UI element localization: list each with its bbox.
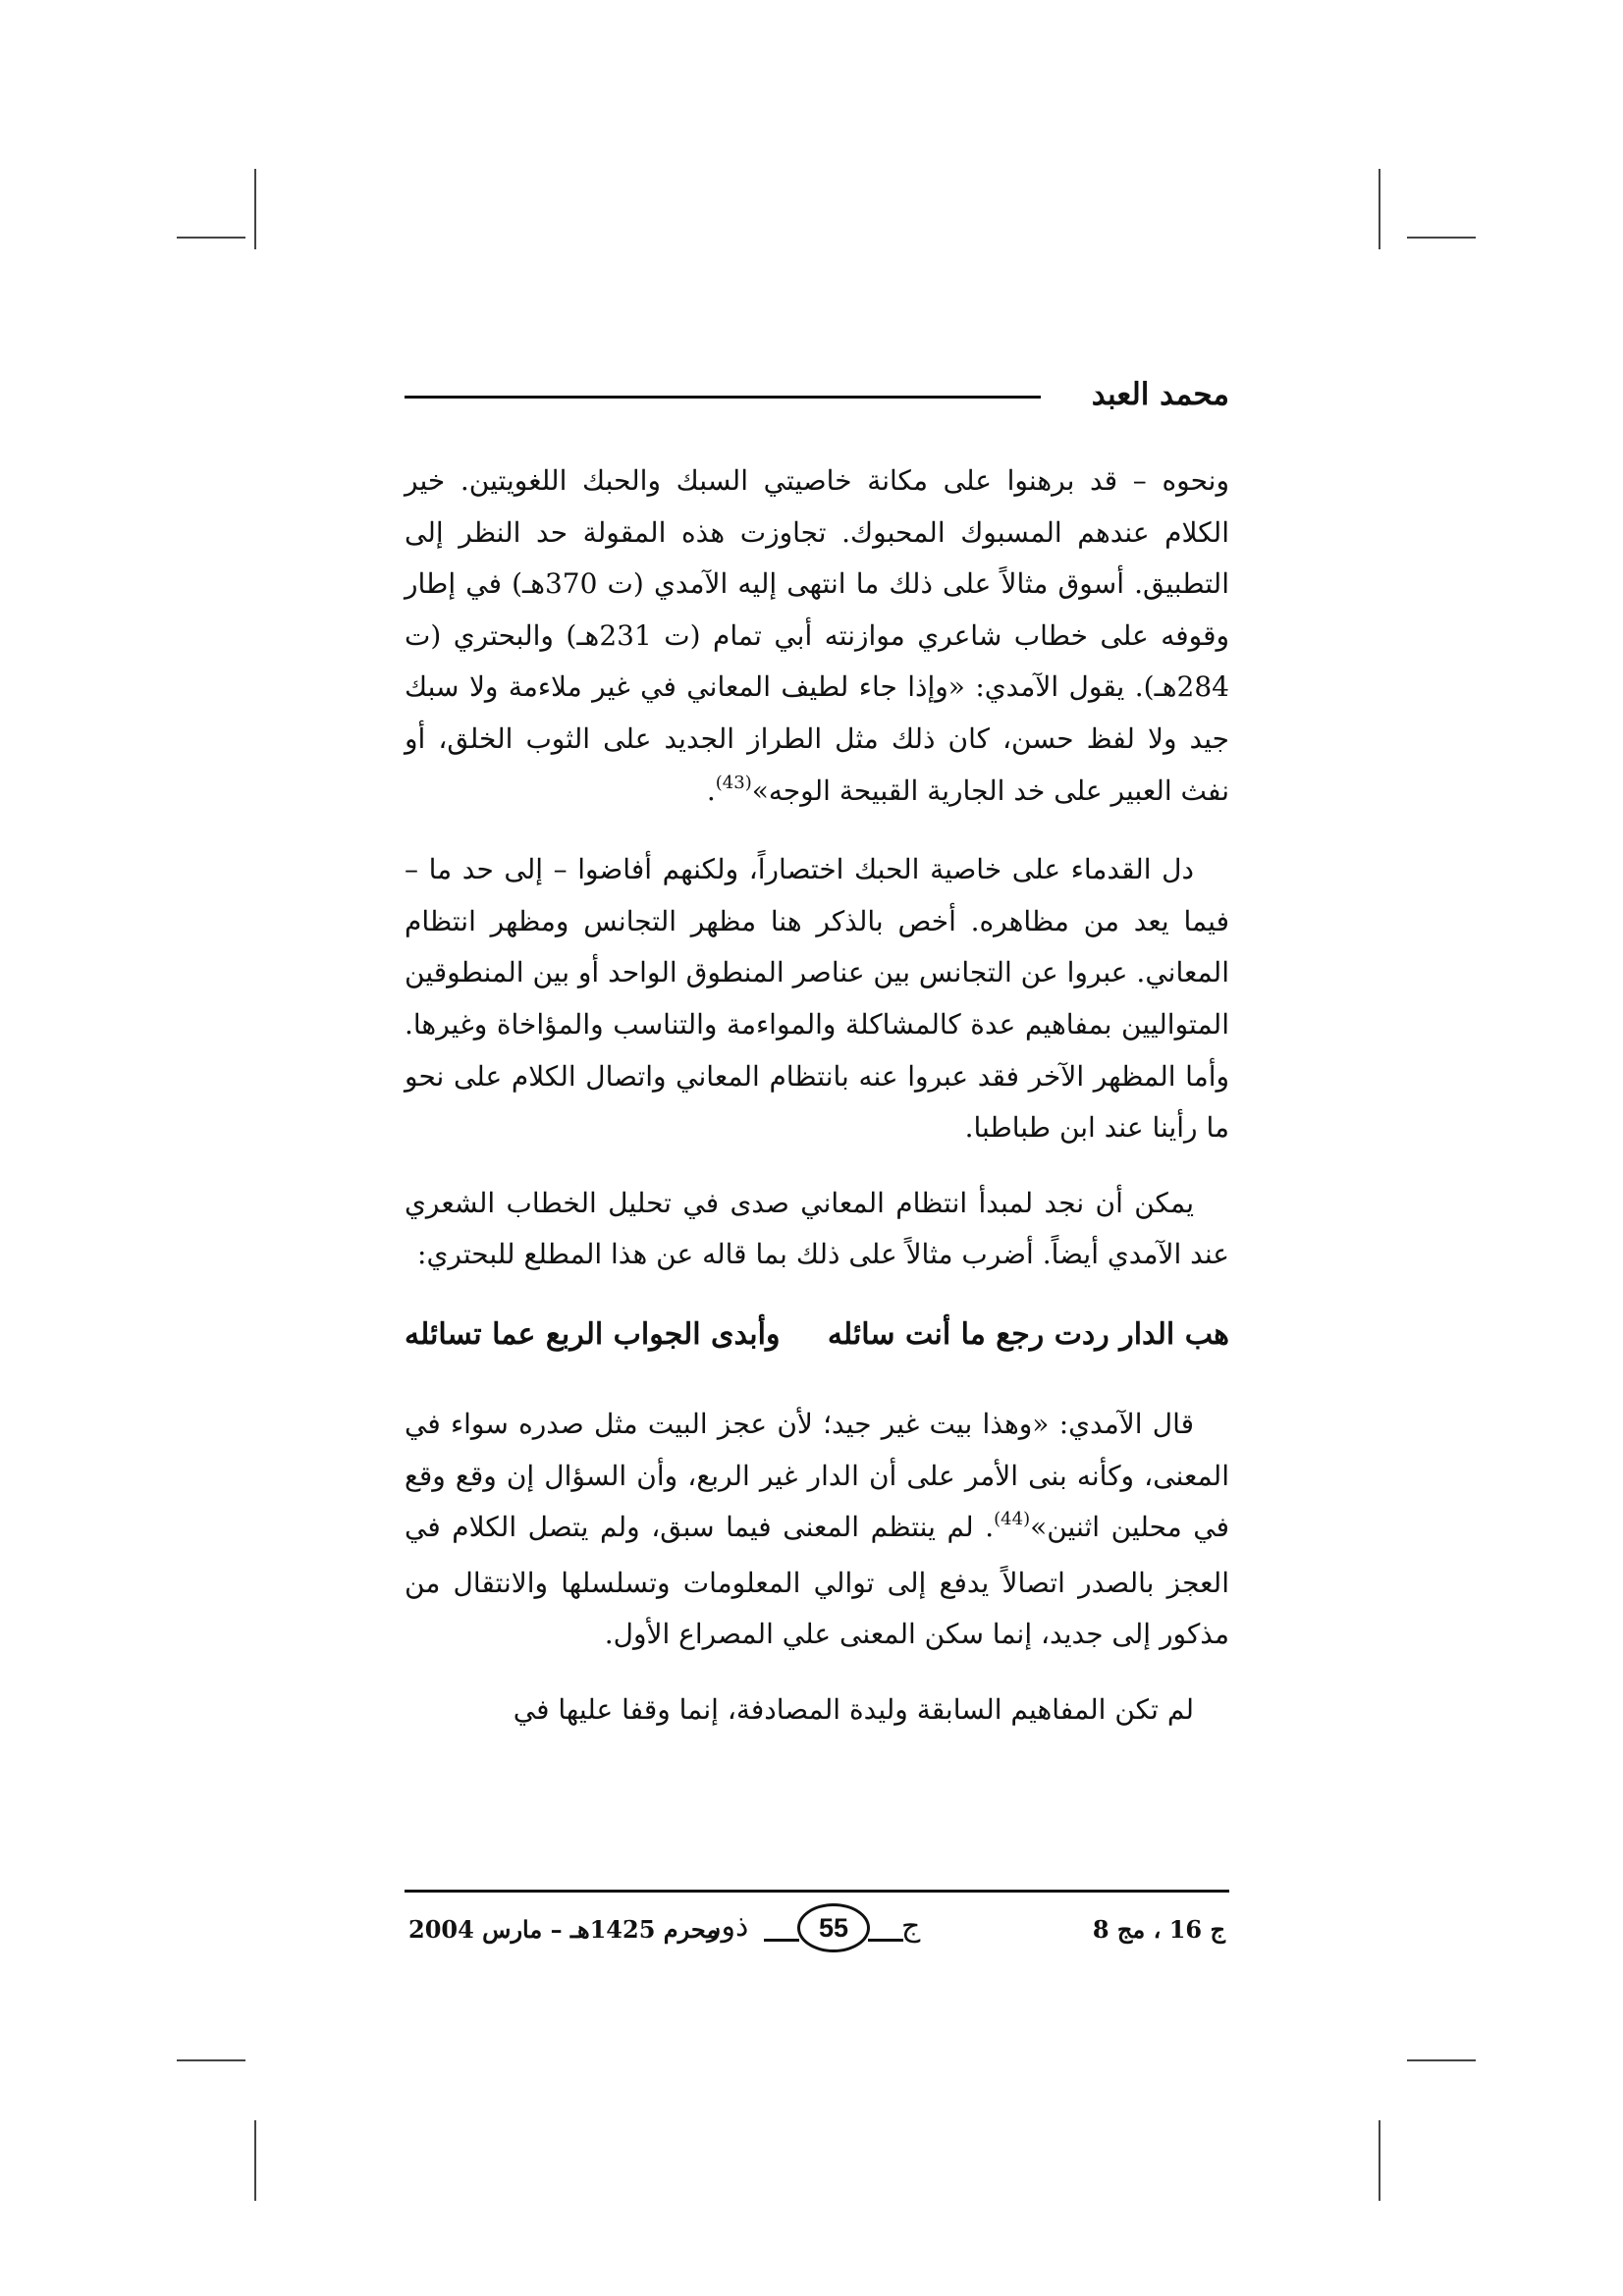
issue-volume: ج 16 ، مج 8 [1092, 1915, 1225, 1944]
page-footer [405, 1890, 1229, 1968]
issue-date: محرم 1425هـ – مارس 2004 [408, 1915, 720, 1944]
crop-mark-top-right-h [1407, 237, 1476, 239]
crop-mark-bottom-left [254, 2120, 256, 2201]
footnote-ref-43: (43) [715, 772, 752, 793]
paragraph-4-text: قال الآمدي: «وهذا بيت غير جيد؛ لأن عجز البيت مثل صدره سواء في المعنى، وكأنه بنى الأمر على أن الدار غير الربع، وأن السؤال إن وقع وقع في محلين اثنين» [405, 1407, 1229, 1544]
logo-stroke-right [868, 1939, 903, 1942]
paragraph-4-tail: . لم ينتظم المعنى فيما سبق، ولم يتصل الكلام في العجز بالصدر اتصالاً يدفع إلى توالي المعلومات وتسلسلها والانتقال من مذكور إلى جديد، إنما سكن المعنى علي المصراع الأول. [405, 1511, 1229, 1651]
journal-logo [699, 1899, 935, 1960]
article-body [405, 455, 1229, 1759]
paragraph-3-text: يمكن أن نجد لمبدأ انتظام المعاني صدى في تحليل الخطاب الشعري عند الآمدي أيضاً. أضرب مثالاً على ذلك بما قاله عن هذا المطلع للبحتري: [405, 1186, 1229, 1271]
paragraph-1-text: ونحوه – قد برهنوا على مكانة خاصيتي السبك والحبك اللغويتين. خير الكلام عندهم المسبوك المحبوك. تجاوزت هذه المقولة حد النظر إلى التطبيق. أسوق مثالاً على ذلك ما انتهى إليه الآمدي (ت 370هـ) في إطار وقوفه على خطاب شاعري موازنته أبي تمام (ت 231هـ) والبحتري (ت 284هـ). يقول الآمدي: «وإذا جاء لطيف المعاني في غير ملاءمة ولا سبك جيد ولا لفظ حسن، كان ذلك مثل الطراز الجديد على الثوب الخلق، أو نفث العبير على خد الجارية القبيحة الوجه» [405, 464, 1229, 807]
paragraph-1-tail: . [706, 774, 716, 807]
paragraph-2 [405, 844, 1229, 1154]
paragraph-5 [405, 1684, 1229, 1736]
paragraph-5-text: لم تكن المفاهيم السابقة وليدة المصادفة، إنما وقفا عليها في [513, 1692, 1194, 1726]
footnote-ref-44: (44) [994, 1509, 1031, 1530]
logo-stroke-left [764, 1939, 799, 1942]
page-number: 55 [797, 1903, 870, 1952]
footer-rule [405, 1890, 1229, 1893]
paragraph-1 [405, 455, 1229, 821]
running-header [405, 373, 1229, 422]
paragraph-4 [405, 1399, 1229, 1661]
logo-word-right: ج [901, 1909, 921, 1944]
crop-mark-top-left [254, 169, 256, 249]
verse-second-hemistich: وأبدى الجواب الربع عما تسائله [405, 1316, 781, 1352]
logo-word-left: ذور [707, 1909, 749, 1944]
crop-mark-bottom-left-h [177, 2059, 245, 2061]
crop-mark-bottom-right [1379, 2120, 1380, 2201]
verse-first-hemistich: هب الدار ردت رجع ما أنت سائله [827, 1316, 1229, 1352]
crop-mark-top-left-h [177, 237, 245, 239]
poem-verse [405, 1310, 1229, 1360]
header-rule [405, 396, 1041, 399]
author-name: محمد العبد [1091, 377, 1229, 412]
paragraph-3 [405, 1178, 1229, 1281]
crop-mark-bottom-right-h [1407, 2059, 1476, 2061]
crop-mark-top-right [1379, 169, 1380, 249]
paragraph-2-text: دل القدماء على خاصية الحبك اختصاراً، ولكنهم أفاضوا – إلى حد ما – فيما يعد من مظاهره. أخص بالذكر هنا مظهر التجانس ومظهر انتظام المعاني. عبروا عن التجانس بين عناصر المنطوق الواحد أو بين المنطوقين المتواليين بمفاهيم عدة كالمشاكلة والمواءمة والتناسب والمؤاخاة وغيرها. وأما المظهر الآخر فقد عبروا عنه بانتظام المعاني واتصال الكلام على نحو ما رأينا عند ابن طباطبا. [405, 853, 1229, 1145]
